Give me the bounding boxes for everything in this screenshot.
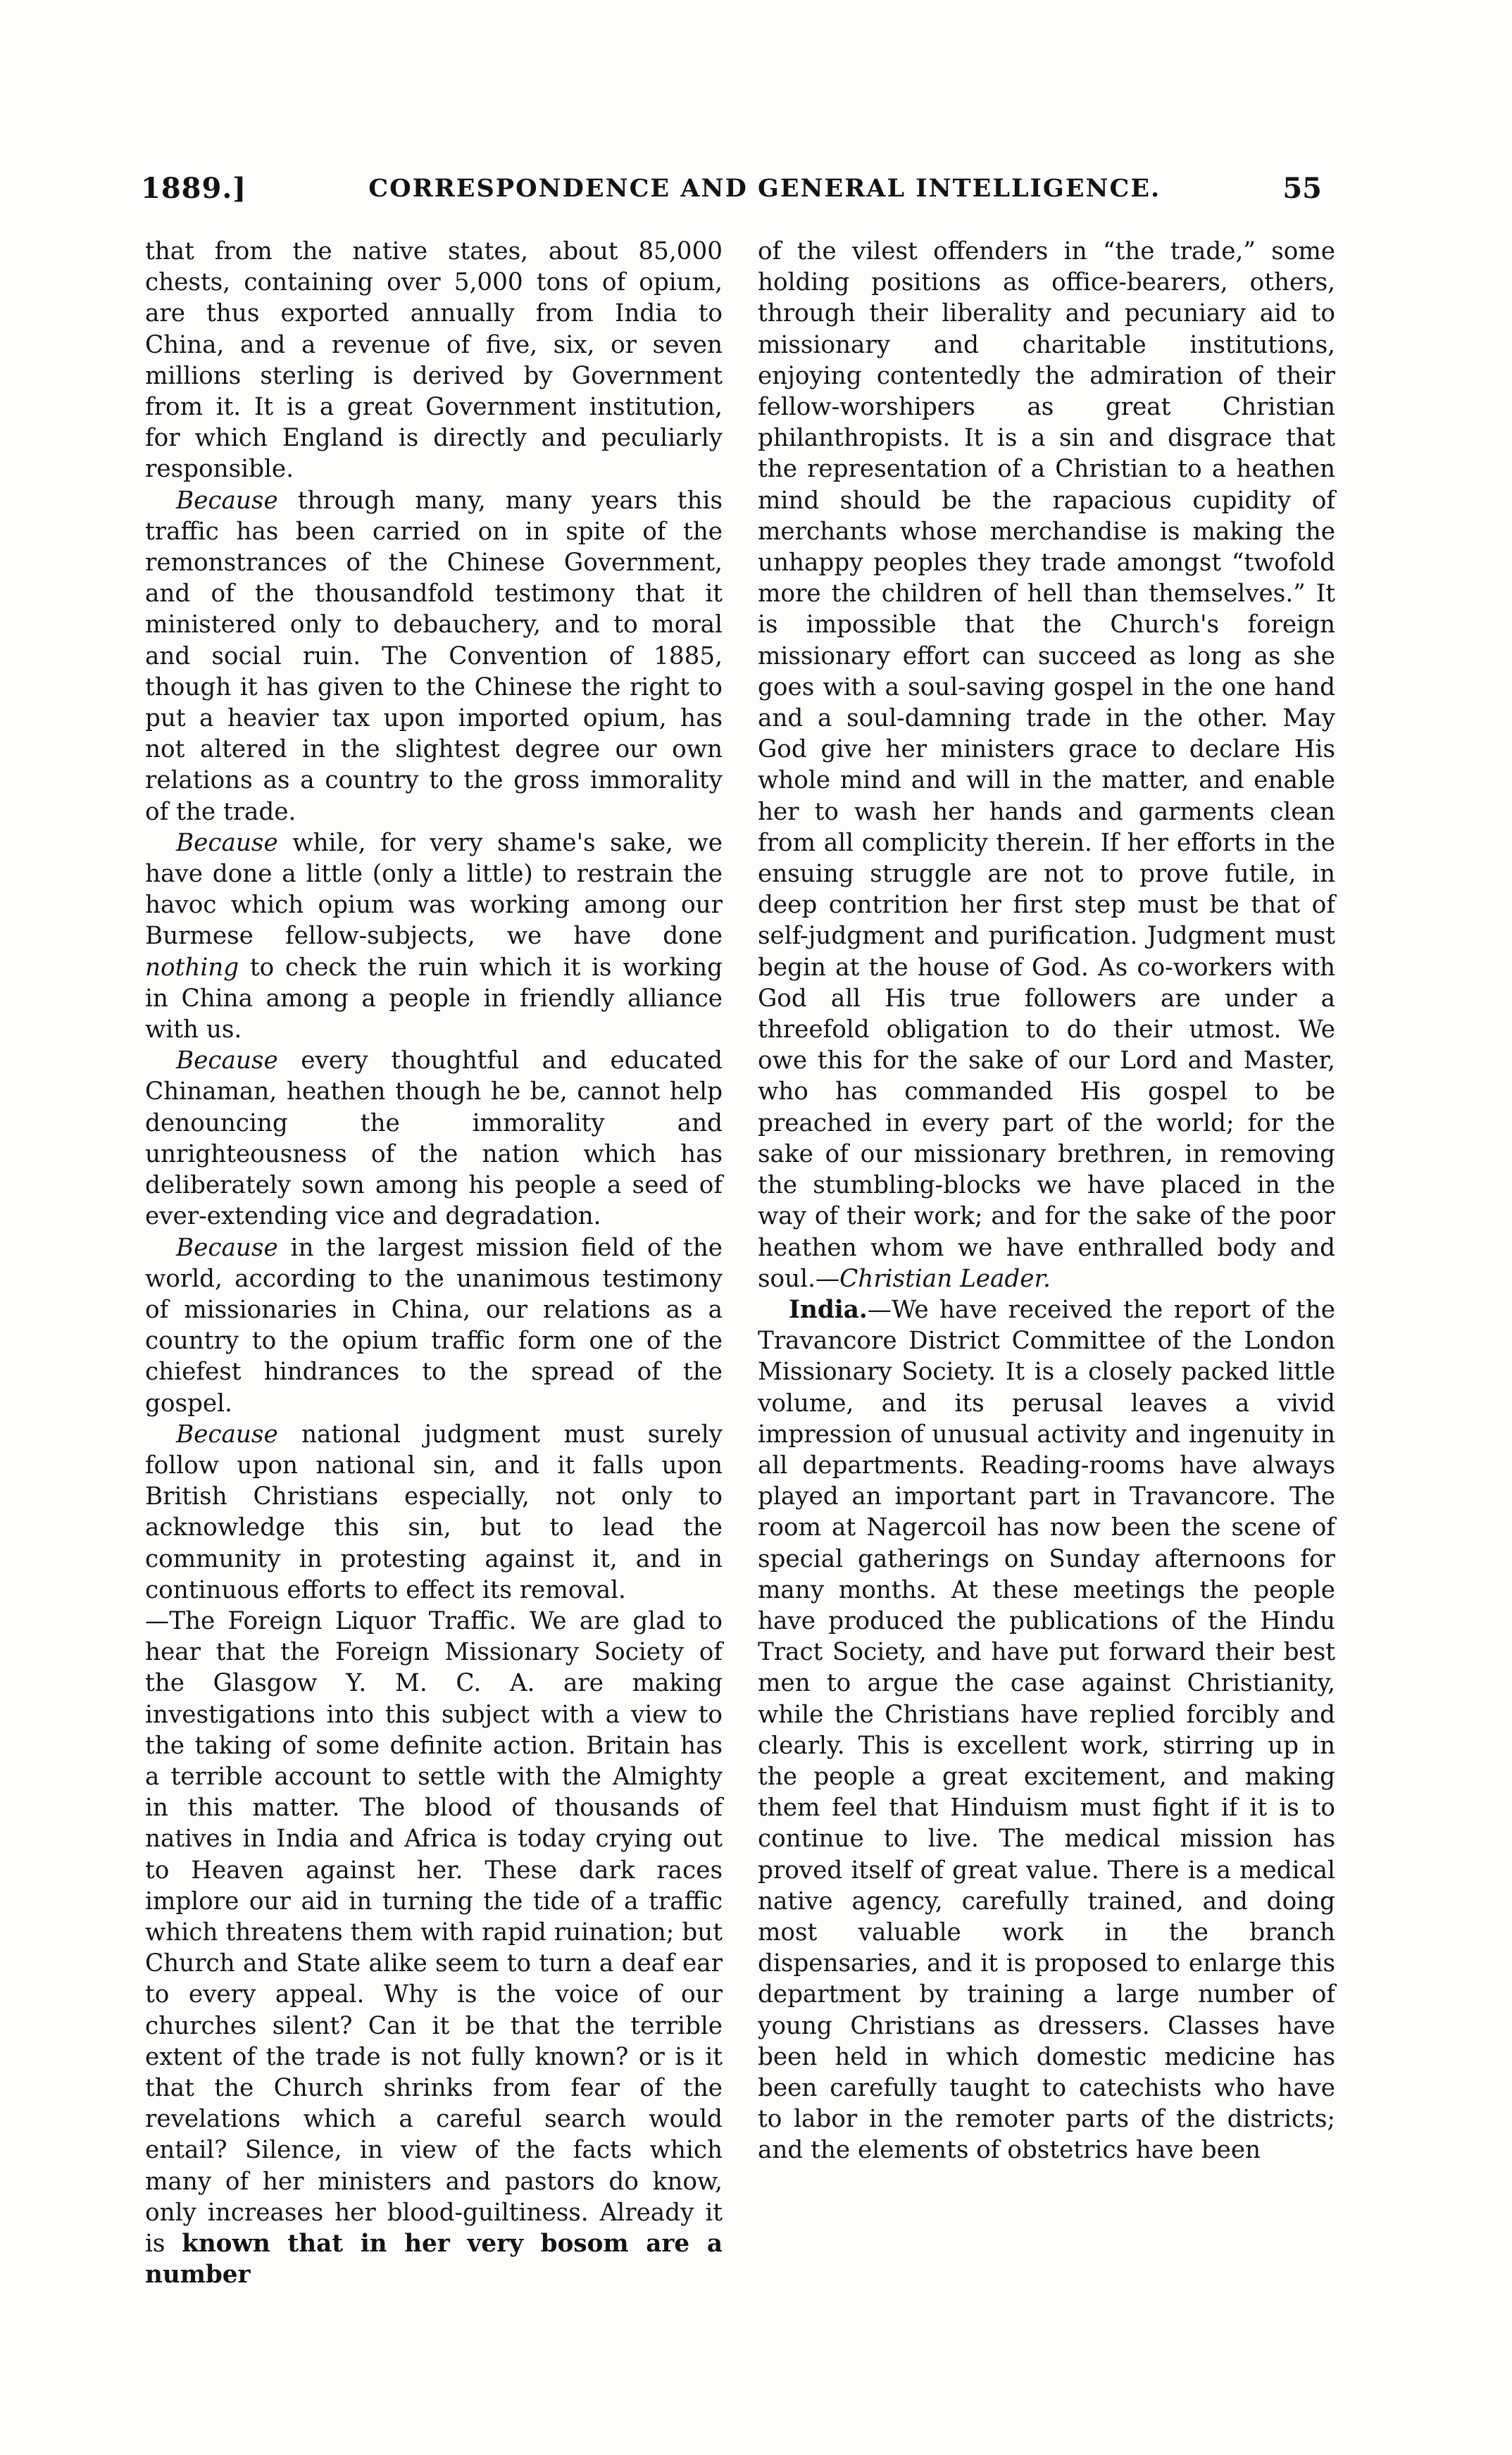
paragraph-text: —We have received the report of the Travancore District Committee of the London Missionary Society. It is a closely packed little volume, and its perusal leaves a vivid impression of unusual activity and ingenuity in all departments. Reading-rooms have always played an important part in Travancore. The room at Nagercoil has now been the scene of special gatherings on Sunday afternoons for many months. At these meetings the people have produced the publications of the Hindu Tract Society, and have put forward their best men to argue the case against Christianity, while the Christians have replied forcibly and clearly. This is excellent work, stirring up in the people a great excitement, and making them feel that Hinduism must fight if it is to continue to live. The medical mission has proved itself of great value. There is a medical native agency, carefully trained, and doing most valuable work in the branch dispensaries, and it is proposed to enlarge this department by training a large number of young Christians as dressers. Classes have been held in which domestic medicine has been carefully taught to catechists who have to labor in the remoter parts of the districts; and the elements of obstetrics have been [758,1295,1335,2165]
paragraph-liquor-traffic [145,1606,723,2290]
because-lead: Because [176,828,278,857]
paragraph-because-judgment [145,1419,723,1606]
paragraph-text: in the largest mission field of the world, according to the unanimous testimony of missionaries in China, our relations as a country to the opium traffic form one of the chiefest hindrances to the spread of the gospel. [145,1233,723,1418]
source-citation: Christian Leader. [839,1264,1051,1293]
paragraph-text: to check the ruin which it is working in China among a people in friendly alliance with us. [145,953,723,1044]
paragraph-last-line: known that in her very bosom are a number [145,2230,723,2290]
section-heading-india: India. [789,1295,868,1324]
because-lead: Because [176,486,278,515]
paragraph-text: every thoughtful and educated Chinaman, heathen though he be, cannot help denouncing the immorality and unrighteousness of the nation which has deliberately sown among his people a seed of ever-extending vice and degradation. [145,1047,723,1231]
paragraph-text: through many, many years this traffic has been carried on in spite of the remonstrances of the Chinese Government, and of the thousandfold testimony that it ministered only to debauchery, and to moral and social ruin. The Convention of 1885, though it has given to the Chinese the right to put a heavier tax upon imported opium, has not altered in the slightest degree our own relations as a country to the gross immorality of the trade. [145,486,723,826]
paragraph-text: We are glad to hear that the Foreign Missionary Society of the Glasgow Y. M. C. A. are making investigations into this subject with a view to the taking of some definite action. Britain has a terrible account to settle with the Almighty in this matter. The blood of thousands of natives in India and Africa is today crying out to Heaven against her. These dark races implore our aid in turning the tide of a traffic which threatens them with rapid ruination; but Church and State alike seem to turn a deaf ear to every appeal. Why is the voice of our churches silent? Can it be that the terrible extent of the trade is not fully known? or is it that the Church shrinks from fear of the revelations which a careful search would entail? Silence, in view of the facts which many of her ministers and pastors do know, only increases her blood-guiltiness. Already it is [145,1606,723,2258]
emphasis-nothing: nothing [145,953,239,982]
paragraph-india [758,1294,1335,2166]
page-number: 55 [1282,171,1322,205]
year-label: 1889.] [141,171,247,205]
because-lead: Because [176,1233,278,1262]
because-lead: Because [176,1420,278,1449]
section-heading-liquor: —The Foreign Liquor Traffic. [145,1606,517,1635]
paragraph-text: national judgment must surely follow upon national sin, and it falls upon British Christians especially, not only to acknowledge this sin, but to lead the community in protesting against it, and in continuous efforts to effect its removal. [145,1420,723,1604]
paragraph-because-burmese [145,827,723,1045]
because-lead: Because [176,1047,278,1075]
paragraph-because-chinaman [145,1045,723,1232]
paragraph-because-mission-field [145,1232,723,1419]
paragraph-opium-export: that from the native states, about 85,000 chests, containing over 5,000 tons of opium, are thus exported annually from India to China, and a revenue of five, six, or seven millions sterling is derived by Government from it. It is a great Government institution, for which England is directly and peculiarly responsible. [145,237,723,484]
running-header [141,163,1322,213]
left-column [145,236,723,2290]
paragraph-liquor-continued [758,236,1335,1294]
running-title: CORRESPONDENCE AND GENERAL INTELLIGENCE. [368,173,1161,203]
paragraph-text: of the vilest offenders in “the trade,” some holding positions as office-bearers, others, through their liberality and pecuniary aid to missionary and charitable institutions, enjoying contentedly the admiration of their fellow-worshipers as great Christian philanthropists. It is a sin and disgrace that the representation of a Christian to a heathen mind should be the rapacious cupidity of merchants whose merchandise is making the unhappy peoples they trade amongst “twofold more the children of hell than themselves.” It is impossible that the Church's foreign missionary effort can succeed as long as she goes with a soul-saving gospel in the one hand and a soul-damning trade in the other. May God give her ministers grace to declare His whole mind and will in the matter, and enable her to wash her hands and garments clean from all complicity therein. If her efforts in the ensuing struggle are not to prove futile, in deep contrition her first step must be that of self-judgment and purification. Judgment must begin at the house of God. As co-workers with God all His true followers are under a threefold obligation to do their utmost. We owe this for the sake of our Lord and Master, who has commanded His gospel to be preached in every part of the world; for the sake of our missionary brethren, in removing the stumbling-blocks we have placed in the way of their work; and for the sake of the poor heathen whom we have enthralled body and soul.— [758,237,1335,1293]
right-column [758,236,1335,2166]
paragraph-text: while, for very shame's sake, we have done a little (only a little) to restrain the havoc which opium was working among our Burmese fellow-subjects, we have done [145,828,723,951]
paragraph-because-traffic [145,485,723,827]
